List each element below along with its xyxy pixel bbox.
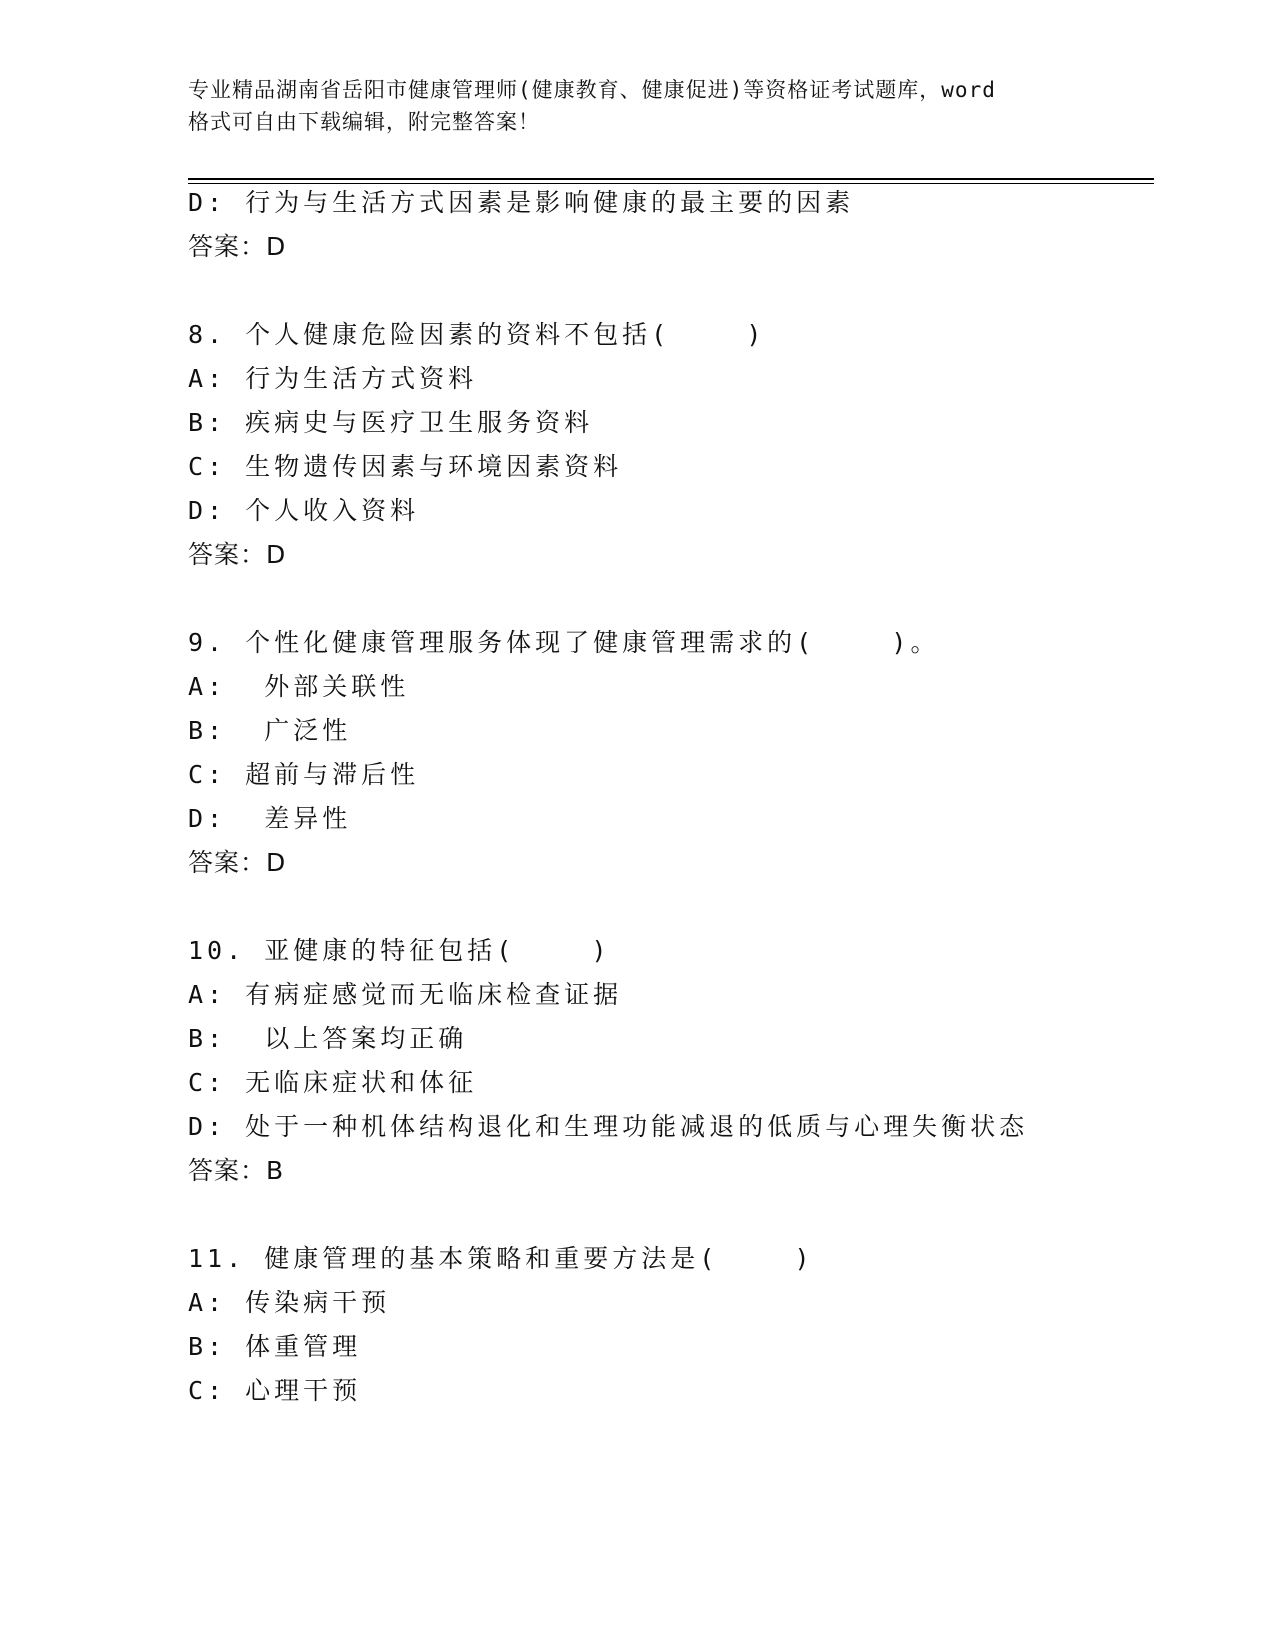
q9-option-b: B: 广泛性 <box>188 716 352 745</box>
q11-option-a: A: 传染病干预 <box>188 1288 391 1317</box>
header-line-1: 专业精品湖南省岳阳市健康管理师(健康教育、健康促进)等资格证考试题库，word <box>188 78 996 102</box>
q11-option-c: C: 心理干预 <box>188 1376 362 1405</box>
q8-answer: 答案：D <box>188 540 287 569</box>
prev-option-d: D: 行为与生活方式因素是影响健康的最主要的因素 <box>188 188 855 217</box>
q8-stem: 8. 个人健康危险因素的资料不包括( ) <box>188 320 766 349</box>
q9-option-c: C: 超前与滞后性 <box>188 760 420 789</box>
prev-answer: 答案：D <box>188 232 287 261</box>
q10-option-c: C: 无临床症状和体征 <box>188 1068 478 1097</box>
q9-stem: 9. 个性化健康管理服务体现了健康管理需求的( )。 <box>188 628 940 657</box>
q8-option-c: C: 生物遗传因素与环境因素资料 <box>188 452 623 481</box>
q10-option-a: A: 有病症感觉而无临床检查证据 <box>188 980 623 1009</box>
q8-option-a: A: 行为生活方式资料 <box>188 364 478 393</box>
q8-option-b: B: 疾病史与医疗卫生服务资料 <box>188 408 594 437</box>
header-rule-thick <box>188 178 1154 180</box>
q10-stem: 10. 亚健康的特征包括( ) <box>188 936 611 965</box>
q10-option-d: D: 处于一种机体结构退化和生理功能减退的低质与心理失衡状态 <box>188 1112 1029 1141</box>
q8-option-d: D: 个人收入资料 <box>188 496 420 525</box>
q9-answer: 答案：D <box>188 848 287 877</box>
q9-option-d: D: 差异性 <box>188 804 352 833</box>
q11-option-b: B: 体重管理 <box>188 1332 362 1361</box>
document-header <box>188 74 1088 138</box>
q11-stem: 11. 健康管理的基本策略和重要方法是( ) <box>188 1244 814 1273</box>
q10-option-b: B: 以上答案均正确 <box>188 1024 468 1053</box>
header-line-2: 格式可自由下载编辑，附完整答案！ <box>188 110 540 134</box>
q9-option-a: A: 外部关联性 <box>188 672 410 701</box>
q10-answer: 答案：B <box>188 1156 285 1185</box>
header-rule-thin <box>188 183 1154 184</box>
